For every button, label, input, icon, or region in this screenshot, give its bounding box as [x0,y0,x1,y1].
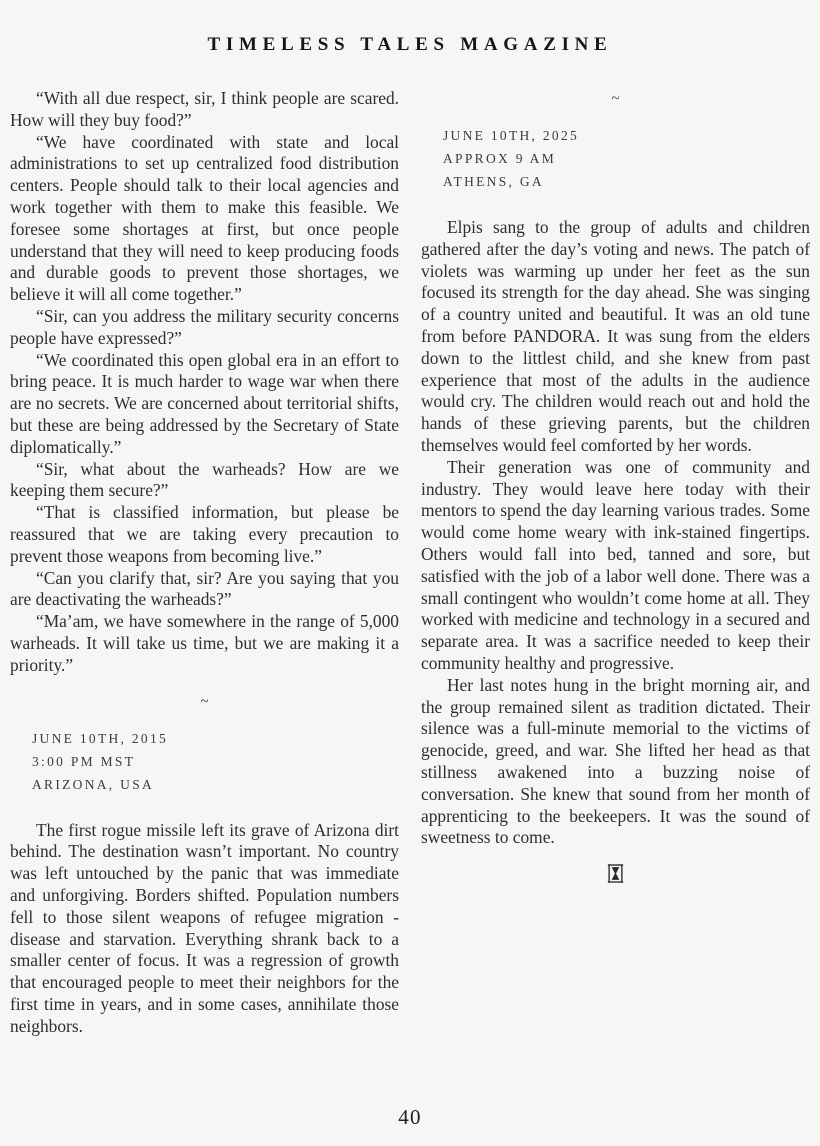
dateline-time: 3:00 PM MST [32,753,136,769]
paragraph: The first rogue missile left its grave of Arizona dirt behind. The destination wasn’t important. No country was left untouched by the panic that was immediate and unforgiving. Borders shifted. Population numbers fell to those silent weapons of refugee migration - disease and starvation. Everything shrank back to a smaller center of focus. It was a regression of growth that encouraged people to meet their neighbors for the first time in years, and in some cases, annihilate those neighbors. [10,819,399,1036]
end-ornament [421,863,810,884]
dateline-block [421,124,810,193]
dateline-date: JUNE 10TH, 2025 [443,128,580,143]
paragraph: Her last notes hung in the bright morning air, and the group remained silent as tradition dictated. Their silence was a full-minute memorial to the victims of genocide, greed, and war. She lifted her head as that stillness awakened into a buzzing noise of conversation. She knew that sound from her month of apprenticing to the beekeepers. It was the sound of sweetness to come. [421,674,810,848]
paragraph: “Sir, can you address the military security concerns people have expressed?” [10,305,399,348]
paragraph: Elpis sang to the group of adults and children gathered after the day’s voting and news. The patch of violets was warming up under her feet as the sun focused its strength for the day ahead. She was singing of a country united and beautiful. It was an old tune from before PANDORA. It was sung from the elders down to the littlest child, and she knew from past experience that most of the adults in the audience would cry. The children would reach out and hold the hands of these grieving parents, but the children themselves would feel comforted by her words. [421,217,810,455]
hourglass-icon [607,868,624,888]
dateline-date: JUNE 10TH, 2015 [32,730,169,746]
paragraph: “That is classified information, but please be reassured that we are taking every precaution to prevent those weapons from becoming live.” [10,502,399,566]
paragraph: “Sir, what about the warheads? How are we keeping them secure?” [10,458,399,501]
right-column [421,88,810,1037]
dateline-location: ATHENS, GA [443,174,544,189]
dateline-time: APPROX 9 AM [443,151,557,166]
dateline-block [10,727,399,796]
paragraph: “Ma’am, we have somewhere in the range of 5,000 warheads. It will take us time, but we are making it a priority.” [10,611,399,675]
paragraph: “We have coordinated with state and local administrations to set up centralized food distribution centers. People should talk to their local agencies and work together with them to make this feasible. We foresee some shortages at first, but once people understand that they will need to keep producing foods and durable goods to prevent those shortages, we believe it will all come together.” [10,131,399,305]
paragraph: “We coordinated this open global era in an effort to bring peace. It is much harder to wage war when there are no secrets. We are concerned about territorial shifts, but these are being addressed by the Secretary of State diplomatically.” [10,349,399,457]
section-divider: ~ [611,91,620,107]
dateline-location: ARIZONA, USA [32,776,155,792]
paragraph: Their generation was one of community and industry. They would leave here today with their mentors to spend the day learning various trades. Some would come home weary with ink-stained fingertips. Others would fall into bed, tanned and sore, but satisfied with the job of a labor well done. There was a small contingent who wouldn’t come home at all. They worked with medicine and technology in a secured and separate area. It was a sacrifice needed to keep their community healthy and progressive. [421,456,810,673]
paragraph: “Can you clarify that, sir? Are you saying that you are deactivating the warheads?” [10,567,399,610]
section-divider: ~ [200,693,209,710]
left-column [10,88,399,1037]
paragraph: “With all due respect, sir, I think people are scared. How will they buy food?” [10,88,399,130]
magazine-masthead: TIMELESS TALES MAGAZINE [207,34,613,55]
page-number: 40 [398,1105,422,1129]
text-columns [0,88,820,1037]
